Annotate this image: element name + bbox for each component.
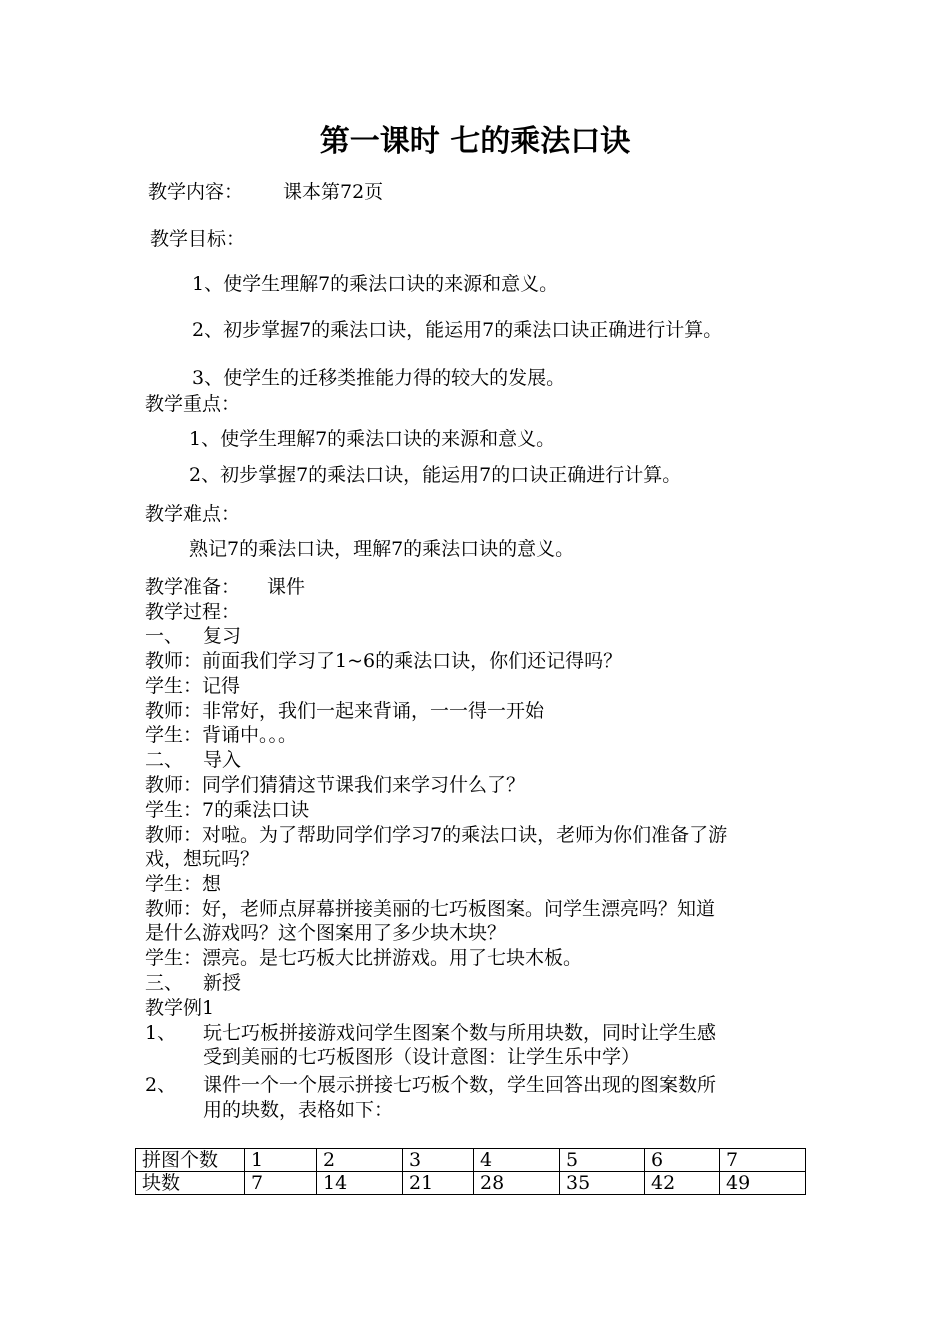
keypoint-item: 1、使学生理解7的乘法口诀的来源和意义。 — [189, 428, 556, 450]
process-label: 教学过程： — [145, 601, 241, 623]
table-cell: 28 — [474, 1172, 560, 1195]
step-text: 课件一个一个展示拼接七巧板个数，学生回答出现的图案数所 — [203, 1074, 717, 1096]
table-cell: 7 — [720, 1149, 806, 1172]
table-row — [136, 1149, 806, 1172]
objective-item: 3、使学生的迁移类推能力得的较大的发展。 — [192, 367, 566, 389]
table-cell: 5 — [560, 1149, 645, 1172]
teaching-content-value: 课本第72页 — [283, 181, 384, 203]
keypoint-item: 2、初步掌握7的乘法口诀，能运用7的口诀正确进行计算。 — [189, 464, 682, 486]
dialogue-line: 学生：想 — [145, 873, 222, 895]
section-number: 二、 — [145, 749, 184, 771]
page-title: 第一课时 七的乘法口诀 — [319, 124, 631, 159]
dialogue-line: 学生：背诵中。。。 — [145, 724, 298, 746]
dialogue-line: 戏，想玩吗？ — [145, 848, 260, 870]
dialogue-line: 教师：非常好，我们一起来背诵，一一得一开始 — [145, 700, 545, 722]
dialogue-line: 教师：前面我们学习了1~6的乘法口诀，你们还记得吗？ — [145, 650, 623, 672]
table-cell: 42 — [645, 1172, 720, 1195]
table-cell: 4 — [474, 1149, 560, 1172]
dialogue-line: 学生：7的乘法口诀 — [145, 799, 310, 821]
step-number: 1、 — [145, 1022, 177, 1044]
row-header: 块数 — [136, 1172, 245, 1195]
table-cell: 6 — [645, 1149, 720, 1172]
table-cell: 14 — [317, 1172, 403, 1195]
difficulty-text: 熟记7的乘法口诀，理解7的乘法口诀的意义。 — [189, 538, 575, 560]
difficulty-label: 教学难点： — [145, 503, 241, 525]
teaching-content-label: 教学内容： — [148, 181, 244, 203]
step-text: 受到美丽的七巧板图形（设计意图：让学生乐中学） — [203, 1046, 641, 1068]
dialogue-line: 教师：对啦。为了帮助同学们学习7的乘法口诀，老师为你们准备了游 — [145, 824, 728, 846]
step-number: 2、 — [145, 1074, 177, 1096]
example-label: 教学例1 — [145, 997, 215, 1019]
table-cell: 2 — [317, 1149, 403, 1172]
section-number: 一、 — [145, 625, 184, 647]
prep-label: 教学准备： — [145, 576, 241, 598]
step-text: 玩七巧板拼接游戏问学生图案个数与所用块数，同时让学生感 — [203, 1022, 717, 1044]
row-header: 拼图个数 — [136, 1149, 245, 1172]
objective-item: 1、使学生理解7的乘法口诀的来源和意义。 — [192, 273, 559, 295]
dialogue-line: 学生：记得 — [145, 675, 241, 697]
objective-item: 2、初步掌握7的乘法口诀，能运用7的乘法口诀正确进行计算。 — [192, 319, 723, 341]
keypoints-label: 教学重点： — [145, 393, 241, 415]
table-cell: 3 — [403, 1149, 474, 1172]
table-row — [136, 1172, 806, 1195]
section-title: 复习 — [203, 625, 242, 647]
section-title: 导入 — [203, 749, 242, 771]
puzzle-blocks-table — [135, 1148, 806, 1195]
table-cell: 35 — [560, 1172, 645, 1195]
dialogue-line: 教师：同学们猜猜这节课我们来学习什么了？ — [145, 774, 526, 796]
dialogue-line: 是什么游戏吗？这个图案用了多少块木块？ — [145, 922, 507, 944]
dialogue-line: 学生：漂亮。是七巧板大比拼游戏。用了七块木板。 — [145, 947, 583, 969]
table-cell: 21 — [403, 1172, 474, 1195]
table-cell: 1 — [245, 1149, 317, 1172]
dialogue-line: 教师：好，老师点屏幕拼接美丽的七巧板图案。问学生漂亮吗？知道 — [145, 898, 716, 920]
table-cell: 7 — [245, 1172, 317, 1195]
prep-value: 课件 — [267, 576, 306, 598]
objectives-label: 教学目标： — [150, 228, 246, 250]
section-number: 三、 — [145, 972, 184, 994]
table-cell: 49 — [720, 1172, 806, 1195]
step-text: 用的块数，表格如下： — [203, 1099, 394, 1121]
section-title: 新授 — [203, 972, 242, 994]
